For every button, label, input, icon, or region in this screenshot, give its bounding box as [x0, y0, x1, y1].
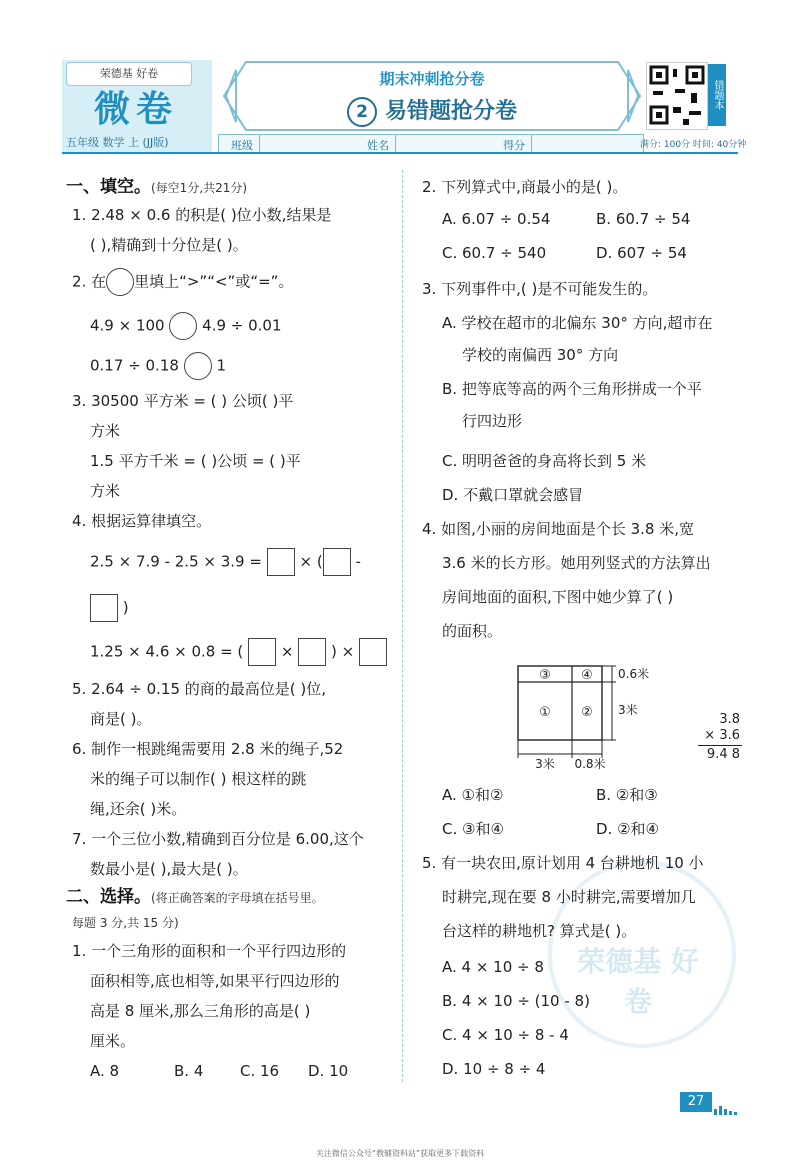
answer-box[interactable]	[359, 638, 387, 666]
region-3-label: ③	[539, 668, 551, 683]
c4-option-d: D. ②和④	[596, 820, 659, 838]
score-time-info: 满分: 100分 时间: 40分钟	[640, 140, 747, 150]
c5-line-3: 台这样的耕地机? 算式是( )。	[442, 922, 637, 940]
c1-option-c: C. 16	[240, 1062, 280, 1080]
section-2-heading	[66, 886, 324, 909]
c3-option-b-2: 行四边形	[462, 412, 523, 430]
info-sep	[531, 135, 532, 153]
q2-expr-2-right: 1	[216, 356, 227, 375]
c1-option-a: A. 8	[90, 1062, 120, 1080]
q6-line-3: 绳,还余( )米。	[90, 800, 187, 818]
q4-expr-2-right: ) ×	[330, 642, 355, 661]
c1-line-4: 厘米。	[90, 1032, 136, 1050]
room-area-diagram	[508, 660, 668, 772]
class-label: 班级	[231, 139, 253, 152]
dim-width-label: 0.6米	[618, 667, 650, 681]
answer-box[interactable]	[267, 548, 295, 576]
dim-base-1-label: 3米	[535, 757, 555, 771]
answer-box[interactable]	[248, 638, 276, 666]
info-sep	[395, 135, 396, 153]
q6-line-1: 6. 制作一根跳绳需要用 2.8 米的绳子,52	[72, 740, 344, 758]
q1-line-2: ( ),精确到十分位是( )。	[90, 236, 248, 254]
c5-option-c: C. 4 × 10 ÷ 8 - 4	[442, 1026, 569, 1044]
q5-line-2: 商是( )。	[90, 710, 152, 728]
calc-rule	[698, 745, 742, 746]
q2-expr-2-left: 0.17 ÷ 0.18	[90, 356, 179, 375]
q4-expr-1-cont	[90, 594, 129, 622]
q2-line	[72, 268, 293, 296]
c5-option-d: D. 10 ÷ 8 ÷ 4	[442, 1060, 546, 1078]
c5-line-1: 5. 有一块农田,原计划用 4 台耕地机 10 小	[422, 854, 704, 872]
region-2-label: ②	[581, 705, 593, 720]
c2-option-d: D. 607 ÷ 54	[596, 244, 687, 262]
q2-expr-1	[90, 312, 282, 340]
header-rule	[62, 152, 738, 154]
student-info-row	[218, 134, 644, 154]
calc-line-3: 9.4 8	[706, 747, 740, 762]
dim-base-2-label: 0.8米	[574, 757, 606, 771]
q2-expr-1-right: 4.9 ÷ 0.01	[202, 316, 282, 335]
section-2-title: 二、选择。	[66, 887, 151, 907]
q2-prefix: 2. 在	[72, 272, 107, 291]
qr-code-icon[interactable]	[646, 62, 708, 130]
c1-line-3: 高是 8 厘米,那么三角形的高是( )	[90, 1002, 311, 1020]
c3-line: 3. 下列事件中,( )是不可能发生的。	[422, 280, 658, 298]
c1-option-b: B. 4	[174, 1062, 204, 1080]
column-divider	[402, 170, 403, 1082]
q2-expr-2	[90, 352, 226, 380]
banner-title	[222, 94, 642, 127]
q4-expr-1-minus: -	[355, 552, 361, 571]
c4-line-2: 3.6 米的长方形。她用列竖式的方法算出	[442, 554, 711, 572]
q6-line-2: 米的绳子可以制作( ) 根这样的跳	[90, 770, 307, 788]
section-1-heading	[66, 176, 247, 199]
q5-line-1: 5. 2.64 ÷ 0.15 的商的最高位是( )位,	[72, 680, 326, 698]
q4-expr-1-mid: × (	[299, 552, 323, 571]
c3-option-b-1: B. 把等底等高的两个三角形拼成一个平	[442, 380, 702, 398]
region-1-label: ①	[539, 705, 551, 720]
q3-line-4: 方米	[90, 482, 121, 500]
c4-line-4: 的面积。	[442, 622, 503, 640]
c4-option-b: B. ②和③	[596, 786, 658, 804]
c2-line: 2. 下列算式中,商最小的是( )。	[422, 178, 628, 196]
page-number: 27	[680, 1092, 712, 1112]
c2-option-c: C. 60.7 ÷ 540	[442, 244, 547, 262]
c5-line-2: 时耕完,现在要 8 小时耕完,需要增加几	[442, 888, 696, 906]
c2-option-a: A. 6.07 ÷ 0.54	[442, 210, 551, 228]
section-2-note-2: 每题 3 分,共 15 分)	[72, 916, 179, 930]
q4-expr-2-mid: ×	[280, 642, 294, 661]
dim-height-label: 3米	[618, 703, 638, 717]
answer-box[interactable]	[90, 594, 118, 622]
q4-expr-1-end: )	[122, 598, 129, 617]
c3-option-a-2: 学校的南偏西 30° 方向	[462, 346, 619, 364]
paper-number: 2	[347, 97, 377, 127]
name-label: 姓名	[367, 139, 389, 152]
section-2-note: (将正确答案的字母填在括号里。	[151, 891, 324, 905]
q2-suffix: 里填上“>”“<”或“=”。	[134, 272, 294, 291]
answer-box[interactable]	[298, 638, 326, 666]
score-label: 得分	[503, 139, 525, 152]
info-sep	[259, 135, 260, 153]
q3-line-2: 方米	[90, 422, 121, 440]
qr-code-graphic	[647, 63, 707, 129]
c1-line-2: 面积相等,底也相等,如果平行四边形的	[90, 972, 340, 990]
compare-circle-blank[interactable]	[184, 352, 212, 380]
section-1-note: (每空1分,共21分)	[151, 181, 248, 195]
paper-title: 易错题抢分卷	[384, 99, 517, 124]
error-book-tag: 错题本	[708, 64, 726, 126]
section-1-title: 一、填空。	[66, 177, 151, 197]
compare-circle-blank[interactable]	[106, 268, 134, 296]
c1-line-1: 1. 一个三角形的面积和一个平行四边形的	[72, 942, 347, 960]
c5-option-a: A. 4 × 10 ÷ 8	[442, 958, 544, 976]
series-title: 微卷	[93, 88, 178, 130]
c4-line-3: 房间地面的面积,下图中她少算了( )	[442, 588, 674, 606]
c4-option-c: C. ③和④	[442, 820, 504, 838]
q4-expr-2	[90, 638, 387, 666]
footer-note: 关注微信公众号“教辅资料站”获取更多下载资料	[315, 1149, 485, 1158]
q7-line-2: 数最小是( ),最大是( )。	[90, 860, 248, 878]
watermark-text: 荣德基 好卷	[577, 945, 699, 1018]
c4-line-1: 4. 如图,小丽的房间地面是个长 3.8 米,宽	[422, 520, 695, 538]
q4-expr-1	[90, 548, 361, 576]
region-4-label: ④	[581, 668, 593, 683]
c4-option-a: A. ①和②	[442, 786, 504, 804]
calc-line-1: 3.8	[719, 712, 740, 727]
c3-option-a-1: A. 学校在超市的北偏东 30° 方向,超市在	[442, 314, 713, 332]
c1-option-d: D. 10	[308, 1062, 349, 1080]
answer-box[interactable]	[323, 548, 351, 576]
brand-logo: 荣德基 好卷	[66, 62, 192, 86]
grade-label: 五年级 数学 上 (JJ版)	[66, 136, 169, 149]
q7-line-1: 7. 一个三位小数,精确到百分位是 6.00,这个	[72, 830, 364, 848]
banner-subtitle: 期末冲刺抢分卷	[379, 70, 485, 88]
q3-line-1: 3. 30500 平方米 = ( ) 公顷( )平	[72, 392, 294, 410]
c5-option-b: B. 4 × 10 ÷ (10 - 8)	[442, 992, 590, 1010]
compare-circle-blank[interactable]	[169, 312, 197, 340]
q4-expr-1-left: 2.5 × 7.9 - 2.5 × 3.9 =	[90, 552, 262, 571]
q4-expr-2-left: 1.25 × 4.6 × 0.8 = (	[90, 642, 244, 661]
calc-line-2: × 3.6	[704, 728, 740, 743]
q1-line-1: 1. 2.48 × 0.6 的积是( )位小数,结果是	[72, 206, 332, 224]
c2-option-b: B. 60.7 ÷ 54	[596, 210, 691, 228]
c3-option-d: D. 不戴口罩就会感冒	[442, 486, 584, 504]
c3-option-c: C. 明明爸爸的身高将长到 5 米	[442, 452, 647, 470]
q4-line-1: 4. 根据运算律填空。	[72, 512, 212, 530]
q2-expr-1-left: 4.9 × 100	[90, 316, 165, 335]
q3-line-3: 1.5 平方千米 = ( )公顷 = ( )平	[90, 452, 301, 470]
page-bars-icon	[714, 1100, 738, 1112]
